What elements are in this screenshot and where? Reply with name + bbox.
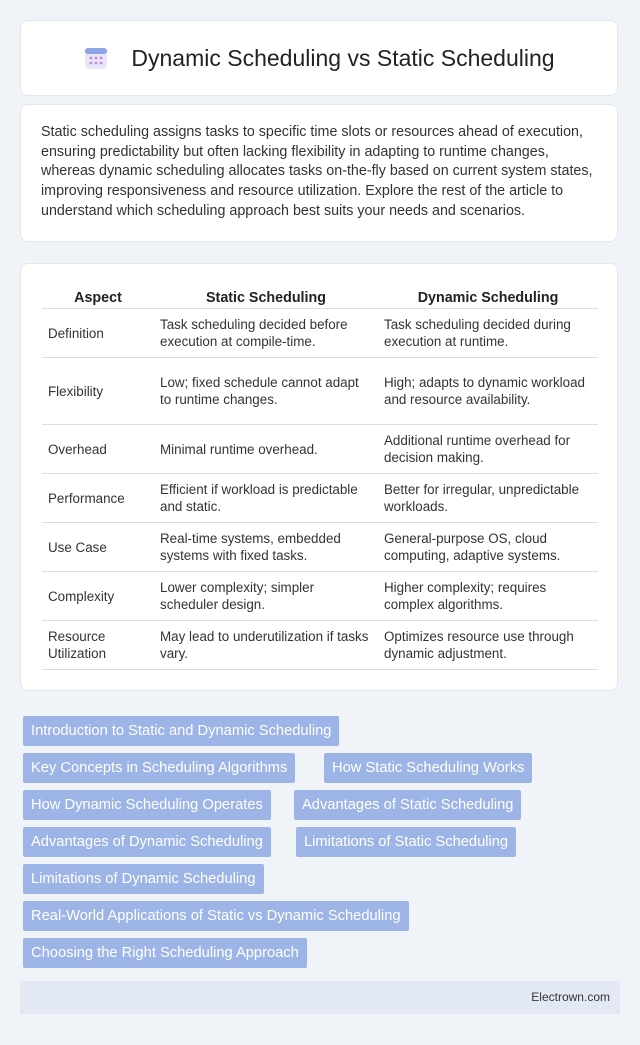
tag-link[interactable]: Choosing the Right Scheduling Approach (23, 938, 307, 968)
title-card (20, 20, 618, 96)
footer-brand[interactable]: Electrown.com (531, 990, 610, 1004)
row-static: Efficient if workload is predictable and static. (154, 474, 378, 523)
row-aspect: Overhead (42, 425, 154, 474)
row-static: May lead to underutilization if tasks vary. (154, 621, 378, 670)
table-row (42, 523, 598, 572)
row-aspect: Resource Utilization (42, 621, 154, 670)
row-dynamic: Optimizes resource use through dynamic adjustment. (378, 621, 598, 670)
row-static: Minimal runtime overhead. (154, 425, 378, 474)
row-dynamic: General-purpose OS, cloud computing, adaptive systems. (378, 523, 598, 572)
row-aspect: Complexity (42, 572, 154, 621)
tag-link[interactable]: Key Concepts in Scheduling Algorithms (23, 753, 295, 783)
row-static: Low; fixed schedule cannot adapt to runtime changes. (154, 358, 378, 425)
row-static: Lower complexity; simpler scheduler design. (154, 572, 378, 621)
table-row (42, 425, 598, 474)
tag-link[interactable]: Limitations of Dynamic Scheduling (23, 864, 264, 894)
footer (20, 981, 620, 1014)
row-aspect: Use Case (42, 523, 154, 572)
row-dynamic: High; adapts to dynamic workload and resource availability. (378, 358, 598, 425)
table-header-row (42, 284, 598, 309)
row-aspect: Definition (42, 309, 154, 358)
intro-card (20, 104, 618, 242)
table-row (42, 621, 598, 670)
tag-link[interactable]: Limitations of Static Scheduling (296, 827, 516, 857)
header-dynamic: Dynamic Scheduling (378, 284, 598, 309)
table-row (42, 309, 598, 358)
table-row (42, 358, 598, 425)
tag-link[interactable]: Introduction to Static and Dynamic Scheduling (23, 716, 339, 746)
row-aspect: Flexibility (42, 358, 154, 425)
tag-link[interactable]: Advantages of Static Scheduling (294, 790, 521, 820)
row-dynamic: Better for irregular, unpredictable workloads. (378, 474, 598, 523)
comparison-table (42, 284, 598, 670)
row-dynamic: Additional runtime overhead for decision making. (378, 425, 598, 474)
row-dynamic: Higher complexity; requires complex algorithms. (378, 572, 598, 621)
row-dynamic: Task scheduling decided during execution at runtime. (378, 309, 598, 358)
row-aspect: Performance (42, 474, 154, 523)
header-aspect: Aspect (42, 284, 154, 309)
row-static: Task scheduling decided before execution at compile-time. (154, 309, 378, 358)
tag-link[interactable]: Real-World Applications of Static vs Dynamic Scheduling (23, 901, 409, 931)
tag-link[interactable]: How Static Scheduling Works (324, 753, 532, 783)
calendar-icon (83, 45, 109, 71)
intro-paragraph: Static scheduling assigns tasks to specific time slots or resources ahead of execution, ensuring predictability but often lacking flexibility in adapting to runtime changes, whereas dynamic scheduling allocates tasks on-the-fly based on current system states, improving responsiveness and resource utilization. Explore the rest of the article to understand which scheduling approach best suits your needs and scenarios. (41, 124, 593, 219)
page-title: Dynamic Scheduling vs Static Scheduling (131, 44, 555, 71)
row-static: Real-time systems, embedded systems with fixed tasks. (154, 523, 378, 572)
tag-link[interactable]: How Dynamic Scheduling Operates (23, 790, 271, 820)
table-row (42, 474, 598, 523)
table-row (42, 572, 598, 621)
comparison-card (20, 263, 618, 691)
tag-link[interactable]: Advantages of Dynamic Scheduling (23, 827, 271, 857)
header-static: Static Scheduling (154, 284, 378, 309)
